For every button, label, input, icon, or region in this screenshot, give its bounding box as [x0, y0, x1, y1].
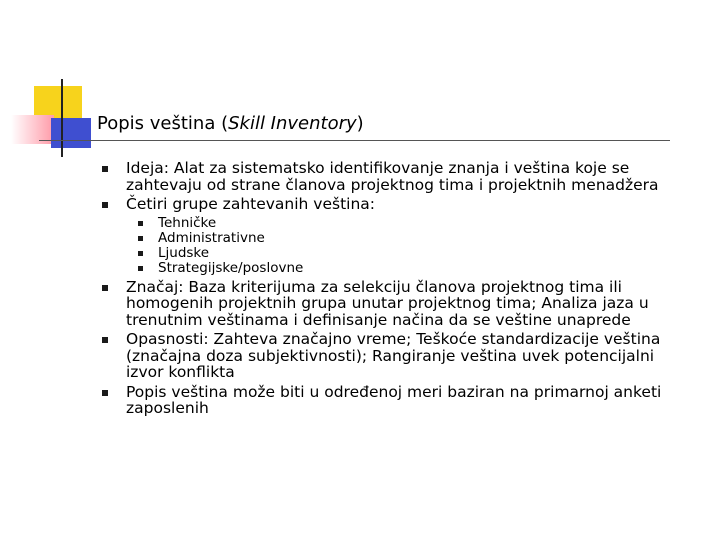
skill-group-list	[131, 216, 691, 276]
bullet-significance: Značaj: Baza kriterijuma za selekciju članova projektnog tima ili homogenih projektnih grupa unutar projektnog tima; Analiza jaza u trenutnim veštinama i definisanje načina da se veštine unaprede	[101, 279, 691, 329]
slide-body	[101, 160, 691, 420]
title-underline	[39, 140, 670, 141]
bullet-list	[101, 160, 691, 417]
skill-group-item: Tehničke	[131, 216, 691, 231]
decor-vertical-line	[61, 79, 63, 157]
title-end: )	[356, 113, 364, 134]
title-text: Popis veština (	[97, 113, 229, 134]
bullet-survey: Popis veština može biti u određenoj meri baziran na primarnoj anketi zaposlenih	[101, 384, 691, 417]
bullet-groups-label: Četiri grupe zahtevanih veština:	[126, 195, 376, 213]
bullet-dangers: Opasnosti: Zahteva značajno vreme; Teškoće standardizacije veština (značajna doza subjektivnosti); Rangiranje veština uvek potencijalni izvor konflikta	[101, 331, 691, 381]
skill-group-item: Strategijske/poslovne	[131, 261, 691, 276]
bullet-groups	[101, 196, 691, 276]
skill-group-item: Ljudske	[131, 246, 691, 261]
skill-group-item: Administrativne	[131, 231, 691, 246]
bullet-idea: Ideja: Alat za sistematsko identifikovanje znanja i veština koje se zahtevaju od strane članova projektnog tima i projektnih menadžera	[101, 160, 691, 193]
title-italic: Skill Inventory	[228, 113, 357, 134]
slide-title	[97, 113, 364, 134]
decor-blue-square	[51, 118, 91, 148]
